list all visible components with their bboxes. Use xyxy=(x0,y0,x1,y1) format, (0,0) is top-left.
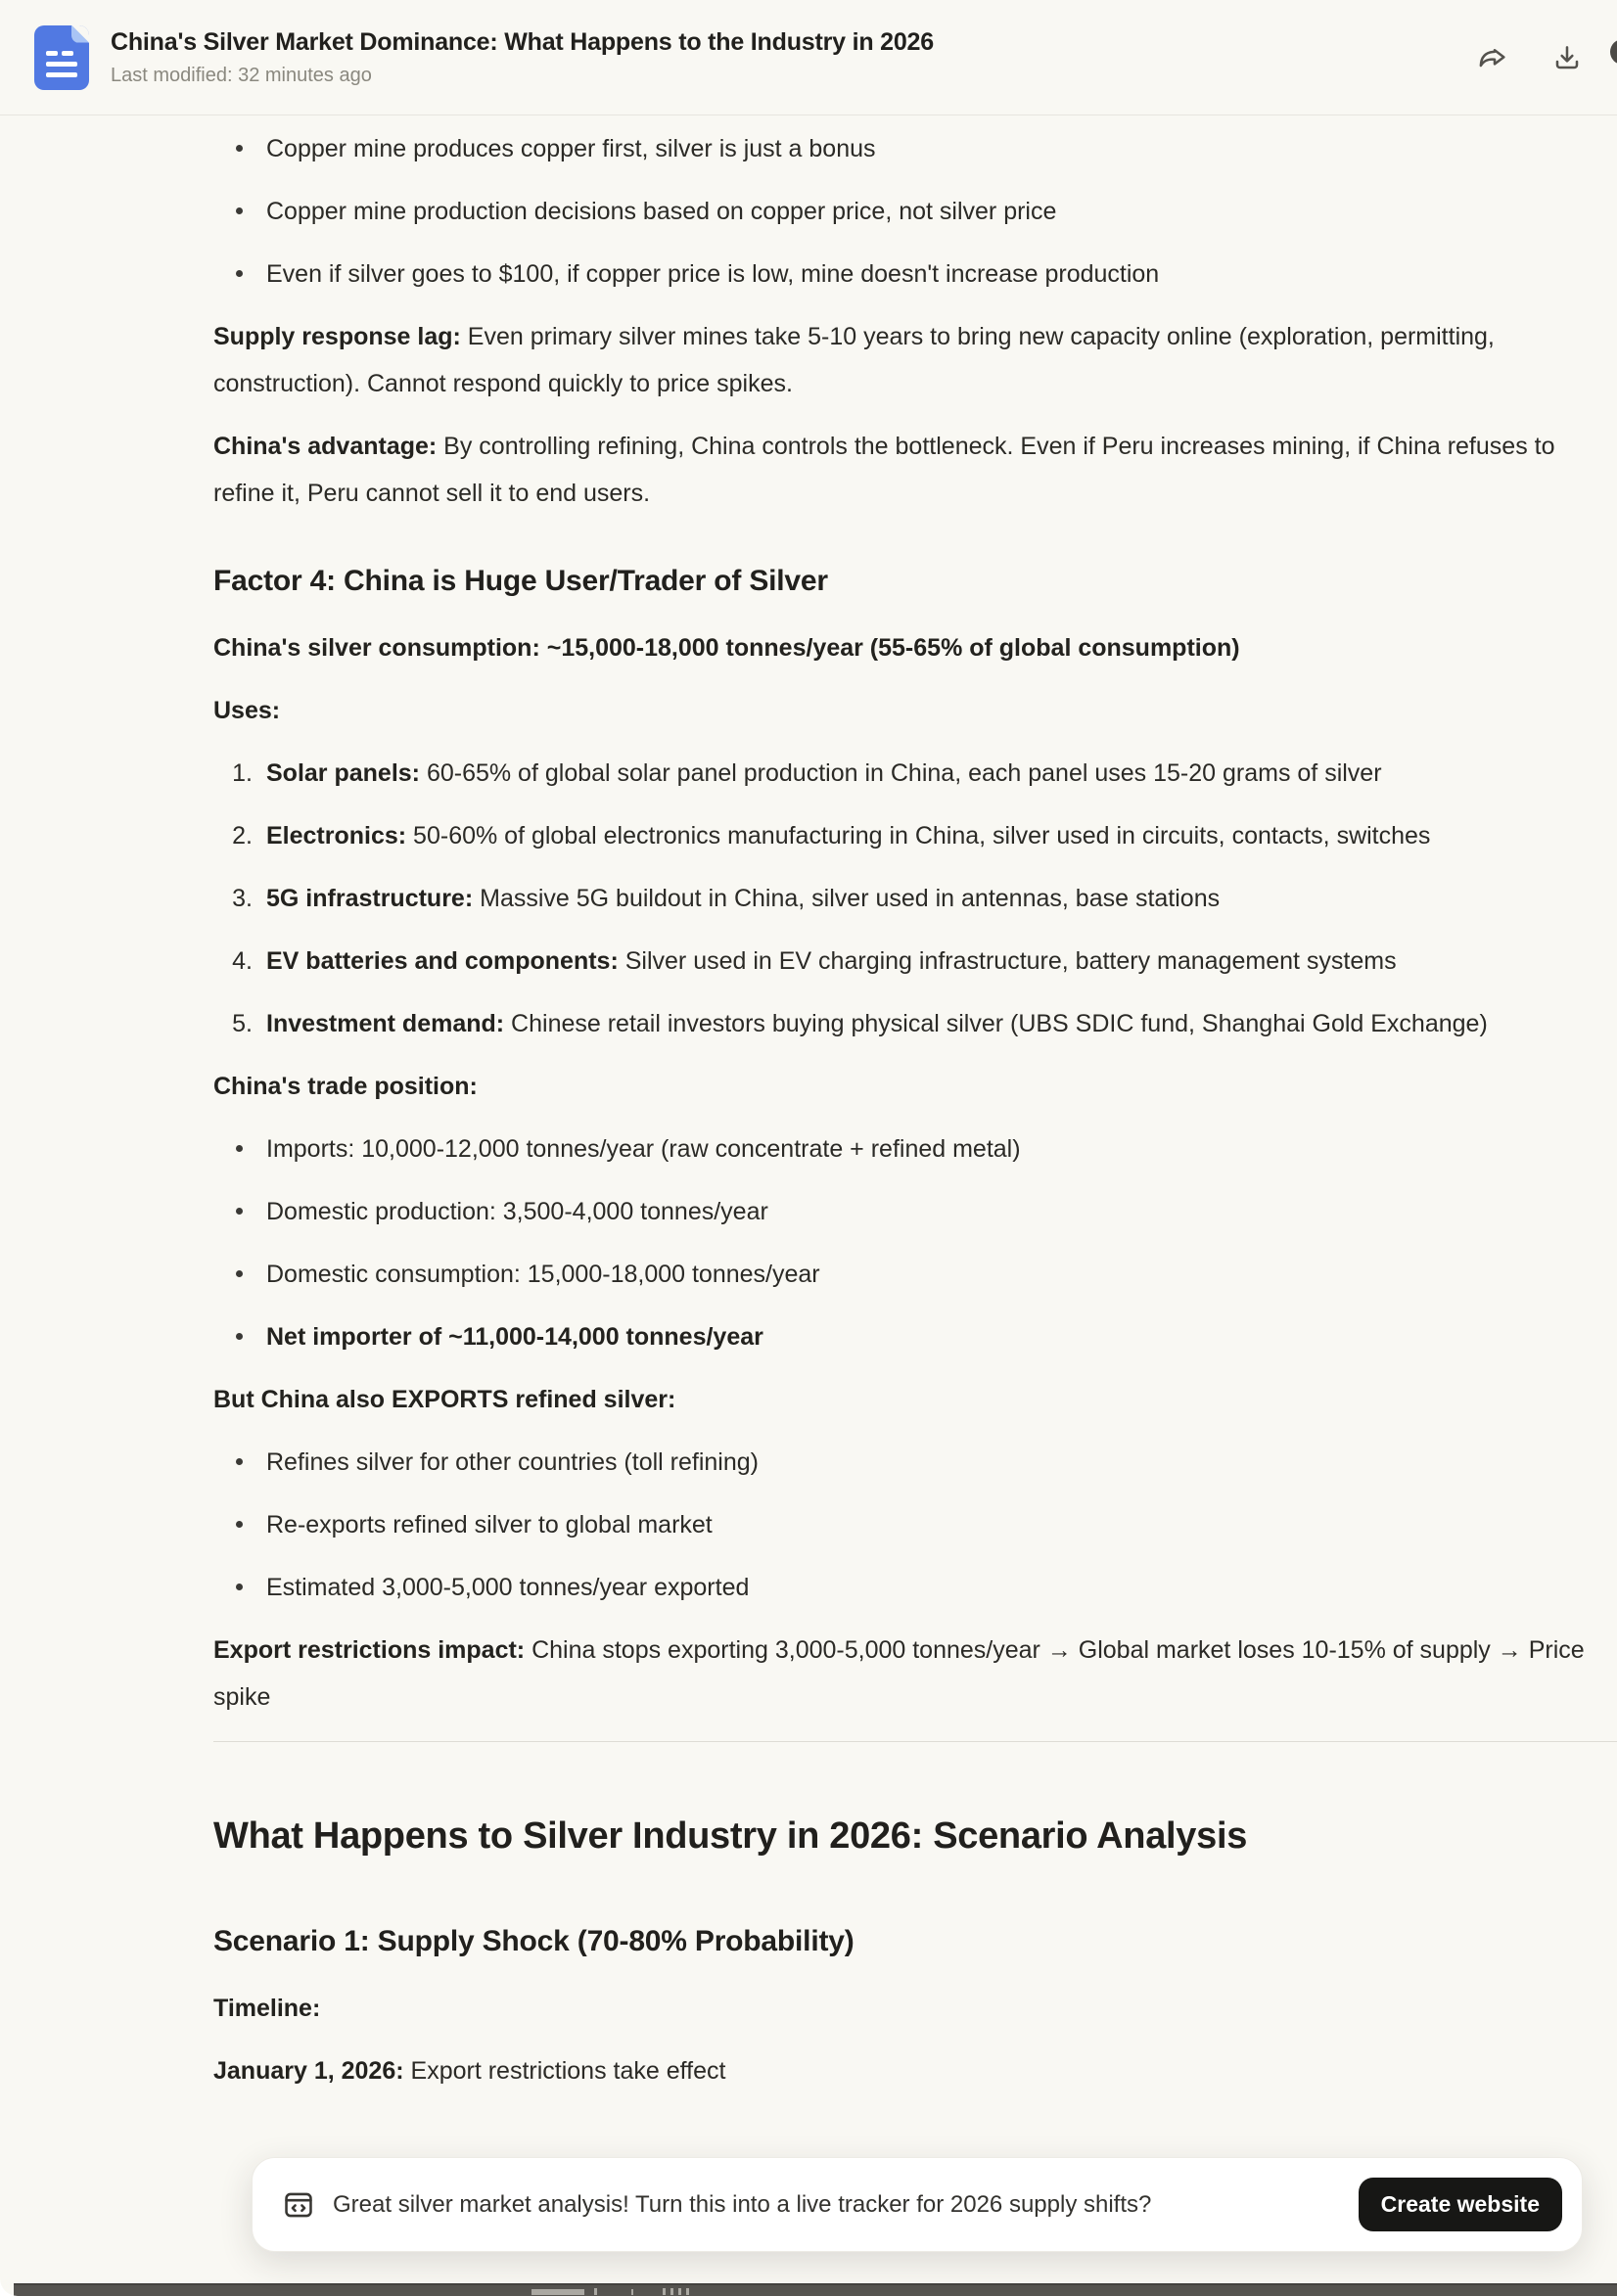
list-item: Investment demand: Chinese retail investors buying physical silver (UBS SDIC fund, Shanghai Gold Exchange) xyxy=(266,1010,1488,1037)
heading-scenario-1: Scenario 1: Supply Shock (70-80% Probability) xyxy=(213,1925,855,1957)
paragraph-supply-response-lag: Supply response lag: Even primary silver mines take 5-10 years to bring new capacity online (exploration, permitting, construction). Cannot respond quickly to price spikes. xyxy=(213,323,1495,397)
download-button[interactable] xyxy=(1550,41,1584,74)
list-item: Even if silver goes to $100, if copper price is low, mine doesn't increase production xyxy=(213,251,1586,298)
list-item: Solar panels: 60-65% of global solar panel production in China, each panel uses 15-20 grams of silver xyxy=(266,759,1382,787)
paragraph-january: January 1, 2026: Export restrictions take effect xyxy=(213,2057,726,2085)
document-body xyxy=(0,115,1586,2094)
uses-numbered-list xyxy=(213,750,1586,1047)
heading-factor-4: Factor 4: China is Huge User/Trader of Silver xyxy=(213,565,828,597)
suggestion-toast xyxy=(252,2157,1583,2252)
list-item: Domestic consumption: 15,000-18,000 tonnes/year xyxy=(213,1251,1586,1298)
header xyxy=(0,0,1617,115)
page-title: China's Silver Market Dominance: What Happens to the Industry in 2026 xyxy=(111,27,934,56)
export-bullet-list xyxy=(213,1439,1586,1611)
code-window-icon xyxy=(282,2188,315,2222)
download-icon xyxy=(1551,42,1583,73)
header-titles xyxy=(111,28,1476,87)
more-icon[interactable] xyxy=(1610,39,1617,65)
paragraph-timeline-label: Timeline: xyxy=(213,1995,321,2022)
last-modified: Last modified: 32 minutes ago xyxy=(111,64,372,86)
list-item: Re-exports refined silver to global market xyxy=(213,1501,1586,1548)
list-item: Domestic production: 3,500-4,000 tonnes/year xyxy=(213,1188,1586,1235)
list-item: Copper mine production decisions based on copper price, not silver price xyxy=(213,188,1586,235)
share-icon xyxy=(1477,42,1508,73)
trade-bullet-list xyxy=(213,1125,1586,1360)
heading-scenario-analysis: What Happens to Silver Industry in 2026: Scenario Analysis xyxy=(213,1815,1248,1857)
toast-message: Great silver market analysis! Turn this into a live tracker for 2026 supply shifts? xyxy=(333,2190,1152,2218)
paragraph-chinas-advantage: China's advantage: By controlling refining, China controls the bottleneck. Even if Peru increases mining, if China refuses to refine it, Peru cannot sell it to end users. xyxy=(213,433,1555,507)
share-button[interactable] xyxy=(1476,41,1509,74)
paragraph-trade-position-label: China's trade position: xyxy=(213,1073,478,1100)
paragraph-consumption: China's silver consumption: ~15,000-18,000 tonnes/year (55-65% of global consumption) xyxy=(213,634,1240,662)
section-divider xyxy=(213,1741,1617,1742)
clipped-dark-section xyxy=(14,2283,1617,2296)
list-item: Refines silver for other countries (toll refining) xyxy=(213,1439,1586,1486)
list-item: Copper mine produces copper first, silver is just a bonus xyxy=(213,125,1586,172)
create-website-button[interactable]: Create website xyxy=(1359,2178,1562,2231)
intro-bullet-list xyxy=(213,125,1586,298)
header-actions xyxy=(1476,41,1584,74)
list-item: Electronics: 50-60% of global electronics manufacturing in China, silver used in circuits, contacts, switches xyxy=(266,822,1431,850)
list-item: Net importer of ~11,000-14,000 tonnes/year xyxy=(213,1313,1586,1360)
list-item: Imports: 10,000-12,000 tonnes/year (raw concentrate + refined metal) xyxy=(213,1125,1586,1172)
list-item: EV batteries and components: Silver used in EV charging infrastructure, battery management systems xyxy=(266,947,1397,975)
list-item: 5G infrastructure: Massive 5G buildout in China, silver used in antennas, base stations xyxy=(266,885,1221,912)
paragraph-exports-label: But China also EXPORTS refined silver: xyxy=(213,1386,676,1413)
list-item: Estimated 3,000-5,000 tonnes/year exported xyxy=(213,1564,1586,1611)
paragraph-uses-label: Uses: xyxy=(213,697,281,724)
document-icon xyxy=(34,25,89,90)
paragraph-export-impact: Export restrictions impact: China stops exporting 3,000-5,000 tonnes/year → Global market loses 10-15% of supply → Price spike xyxy=(213,1636,1585,1711)
